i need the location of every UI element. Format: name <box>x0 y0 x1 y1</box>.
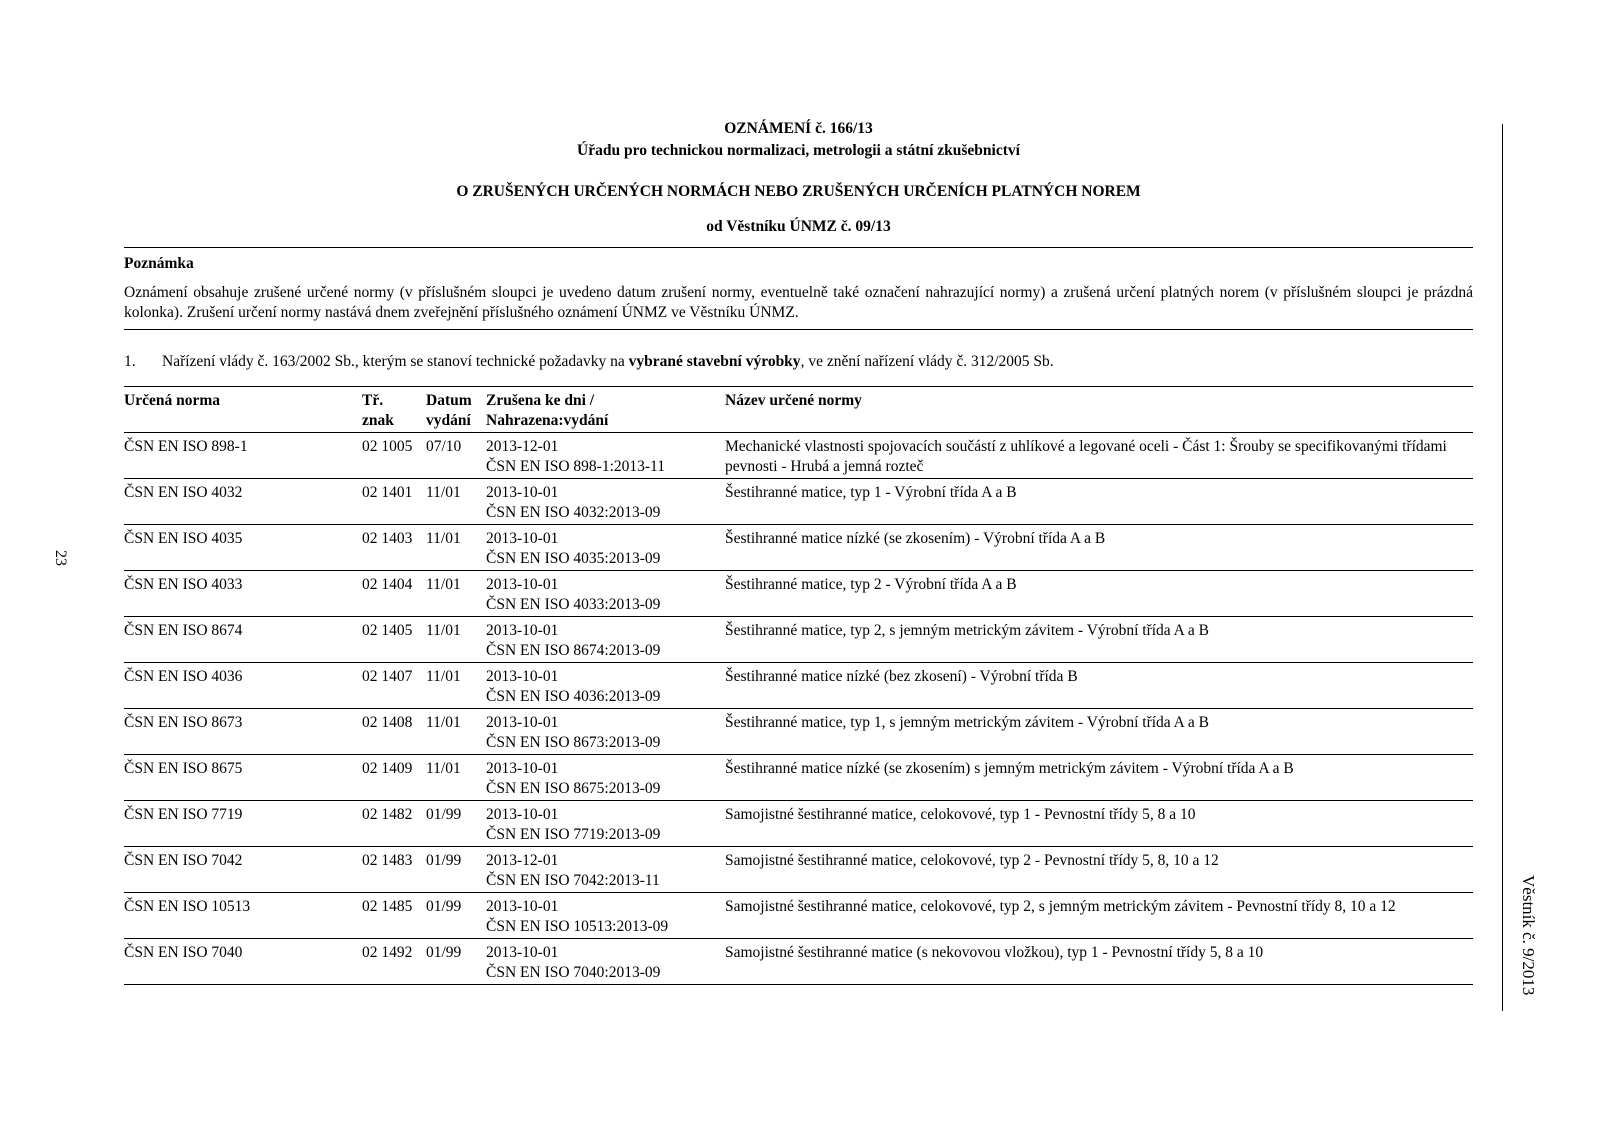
header-class-line2: znak <box>362 412 394 429</box>
cell-name: Šestihranné matice nízké (bez zkosení) - Výrobní třída B <box>725 663 1473 709</box>
cell-norm: ČSN EN ISO 898-1 <box>124 433 362 479</box>
cell-cancel <box>486 571 725 617</box>
cell-class: 02 1005 <box>362 433 426 479</box>
table-row <box>124 663 1473 709</box>
cell-date: 11/01 <box>426 617 486 663</box>
notice-authority: Úřadu pro technickou normalizaci, metrologii a státní zkušebnictví <box>577 142 1020 159</box>
journal-issue-label: Věstník č. 9/2013 <box>1519 875 1538 996</box>
cell-date: 01/99 <box>426 893 486 939</box>
cell-norm: ČSN EN ISO 4033 <box>124 571 362 617</box>
cancel-date: 2013-10-01 <box>486 714 559 731</box>
cell-cancel <box>486 663 725 709</box>
cell-class: 02 1482 <box>362 801 426 847</box>
table-row <box>124 479 1473 525</box>
cell-cancel <box>486 617 725 663</box>
cell-name: Mechanické vlastnosti spojovacích součástí z uhlíkové a legované oceli - Část 1: Šrouby se specifikovanými třídami pevnosti - Hrubá a jemná rozteč <box>725 433 1473 479</box>
cell-class: 02 1401 <box>362 479 426 525</box>
replacement-norm: ČSN EN ISO 8675:2013-09 <box>486 780 661 797</box>
cell-date: 11/01 <box>426 525 486 571</box>
divider <box>124 329 1473 330</box>
table-row <box>124 433 1473 479</box>
replacement-norm: ČSN EN ISO 7040:2013-09 <box>486 964 661 981</box>
cell-name: Samojistné šestihranné matice, celokovové, typ 2 - Pevnostní třídy 5, 8, 10 a 12 <box>725 847 1473 893</box>
cancel-date: 2013-10-01 <box>486 622 559 639</box>
table-row <box>124 525 1473 571</box>
regulation-text <box>162 352 1054 372</box>
cancel-date: 2013-10-01 <box>486 760 559 777</box>
cell-class: 02 1409 <box>362 755 426 801</box>
regulation-text-end: , ve znění nařízení vlády č. 312/2005 Sb. <box>800 353 1054 370</box>
cell-cancel <box>486 893 725 939</box>
cell-cancel <box>486 709 725 755</box>
cell-norm: ČSN EN ISO 7042 <box>124 847 362 893</box>
side-rule <box>1502 124 1503 1011</box>
note-text: Oznámení obsahuje zrušené určené normy (v příslušném sloupci je uvedeno datum zrušení normy, eventuelně také označení nahrazující normy) a zrušená určení platných norem (v příslušném sloupci je prázdná kolonka). Zrušení určení normy nastává dnem zveřejnění příslušného oznámení ÚNMZ ve Věstníku ÚNMZ. <box>124 284 1473 321</box>
header-date-line2: vydání <box>426 412 471 429</box>
header-class <box>362 387 426 433</box>
notice-heading: O ZRUŠENÝCH URČENÝCH NORMÁCH NEBO ZRUŠENÝCH URČENÍCH PLATNÝCH NOREM <box>456 183 1141 200</box>
cell-cancel <box>486 755 725 801</box>
table-row <box>124 617 1473 663</box>
cell-date: 11/01 <box>426 663 486 709</box>
regulation-text-start: Nařízení vlády č. 163/2002 Sb., kterým se stanoví technické požadavky na <box>162 353 629 370</box>
replacement-norm: ČSN EN ISO 4032:2013-09 <box>486 504 661 521</box>
cell-norm: ČSN EN ISO 7040 <box>124 939 362 985</box>
cell-class: 02 1485 <box>362 893 426 939</box>
cell-cancel <box>486 479 725 525</box>
cell-norm: ČSN EN ISO 4035 <box>124 525 362 571</box>
table-row <box>124 939 1473 985</box>
page-number: 23 <box>52 550 69 566</box>
cell-date: 11/01 <box>426 571 486 617</box>
cell-norm: ČSN EN ISO 10513 <box>124 893 362 939</box>
cell-norm: ČSN EN ISO 8674 <box>124 617 362 663</box>
replacement-norm: ČSN EN ISO 7719:2013-09 <box>486 826 661 843</box>
regulation-text-bold: vybrané stavební výrobky <box>628 353 801 370</box>
header-class-line1: Tř. <box>362 392 384 409</box>
table-header-row <box>124 387 1473 433</box>
cell-date: 11/01 <box>426 709 486 755</box>
regulation-line <box>124 352 1473 372</box>
replacement-norm: ČSN EN ISO 7042:2013-11 <box>486 872 660 889</box>
cell-name: Samojistné šestihranné matice, celokovové, typ 2, s jemným metrickým závitem - Pevnostní třídy 8, 10 a 12 <box>725 893 1473 939</box>
cell-class: 02 1483 <box>362 847 426 893</box>
table-body <box>124 433 1473 985</box>
cancel-date: 2013-10-01 <box>486 576 559 593</box>
cancel-date: 2013-10-01 <box>486 668 559 685</box>
cell-name: Šestihranné matice nízké (se zkosením) - Výrobní třída A a B <box>725 525 1473 571</box>
cell-class: 02 1408 <box>362 709 426 755</box>
replacement-norm: ČSN EN ISO 8674:2013-09 <box>486 642 661 659</box>
replacement-norm: ČSN EN ISO 898-1:2013-11 <box>486 458 665 475</box>
cell-name: Samojistné šestihranné matice, celokovové, typ 1 - Pevnostní třídy 5, 8 a 10 <box>725 801 1473 847</box>
note-title: Poznámka <box>124 255 194 272</box>
cancel-date: 2013-10-01 <box>486 530 559 547</box>
cell-cancel <box>486 433 725 479</box>
cell-name: Samojistné šestihranné matice (s nekovovou vložkou), typ 1 - Pevnostní třídy 5, 8 a 10 <box>725 939 1473 985</box>
cell-cancel <box>486 525 725 571</box>
cancel-date: 2013-12-01 <box>486 438 559 455</box>
cell-name: Šestihranné matice, typ 1, s jemným metrickým závitem - Výrobní třída A a B <box>725 709 1473 755</box>
cancel-date: 2013-10-01 <box>486 898 559 915</box>
header-date-line1: Datum <box>426 392 472 409</box>
replacement-norm: ČSN EN ISO 8673:2013-09 <box>486 734 661 751</box>
document-content <box>124 119 1473 985</box>
table-row <box>124 801 1473 847</box>
cancel-date: 2013-10-01 <box>486 806 559 823</box>
table-row <box>124 571 1473 617</box>
cell-name: Šestihranné matice, typ 2 - Výrobní třída A a B <box>725 571 1473 617</box>
cell-name: Šestihranné matice, typ 1 - Výrobní třída A a B <box>725 479 1473 525</box>
cell-class: 02 1407 <box>362 663 426 709</box>
cell-norm: ČSN EN ISO 4032 <box>124 479 362 525</box>
replacement-norm: ČSN EN ISO 4033:2013-09 <box>486 596 661 613</box>
cell-cancel <box>486 801 725 847</box>
table-row <box>124 847 1473 893</box>
table-row <box>124 893 1473 939</box>
cancel-date: 2013-12-01 <box>486 852 559 869</box>
cell-date: 01/99 <box>426 801 486 847</box>
cell-name: Šestihranné matice nízké (se zkosením) s jemným metrickým závitem - Výrobní třída A a B <box>725 755 1473 801</box>
cell-norm: ČSN EN ISO 8675 <box>124 755 362 801</box>
replacement-norm: ČSN EN ISO 4036:2013-09 <box>486 688 661 705</box>
cell-norm: ČSN EN ISO 4036 <box>124 663 362 709</box>
header-cancel-line1: Zrušena ke dni / <box>486 392 595 409</box>
header-cancel <box>486 387 725 433</box>
cell-name: Šestihranné matice, typ 2, s jemným metrickým závitem - Výrobní třída A a B <box>725 617 1473 663</box>
cell-norm: ČSN EN ISO 8673 <box>124 709 362 755</box>
table-row <box>124 709 1473 755</box>
regulation-number: 1. <box>124 353 136 370</box>
cell-class: 02 1405 <box>362 617 426 663</box>
cell-date: 07/10 <box>426 433 486 479</box>
standards-table <box>124 386 1473 985</box>
header-cancel-line2: Nahrazena:vydání <box>486 412 609 429</box>
cell-date: 01/99 <box>426 847 486 893</box>
cell-class: 02 1492 <box>362 939 426 985</box>
cell-class: 02 1403 <box>362 525 426 571</box>
cell-date: 11/01 <box>426 755 486 801</box>
cell-class: 02 1404 <box>362 571 426 617</box>
cell-date: 11/01 <box>426 479 486 525</box>
notice-reference: od Věstníku ÚNMZ č. 09/13 <box>706 218 891 235</box>
header-date <box>426 387 486 433</box>
replacement-norm: ČSN EN ISO 4035:2013-09 <box>486 550 661 567</box>
replacement-norm: ČSN EN ISO 10513:2013-09 <box>486 918 669 935</box>
divider <box>124 247 1473 248</box>
cell-cancel <box>486 847 725 893</box>
cell-norm: ČSN EN ISO 7719 <box>124 801 362 847</box>
cancel-date: 2013-10-01 <box>486 944 559 961</box>
cancel-date: 2013-10-01 <box>486 484 559 501</box>
header-norm: Určená norma <box>124 387 362 433</box>
notice-title: OZNÁMENÍ č. 166/13 <box>724 120 873 137</box>
header-name: Název určené normy <box>725 387 1473 433</box>
table-row <box>124 755 1473 801</box>
cell-date: 01/99 <box>426 939 486 985</box>
cell-cancel <box>486 939 725 985</box>
